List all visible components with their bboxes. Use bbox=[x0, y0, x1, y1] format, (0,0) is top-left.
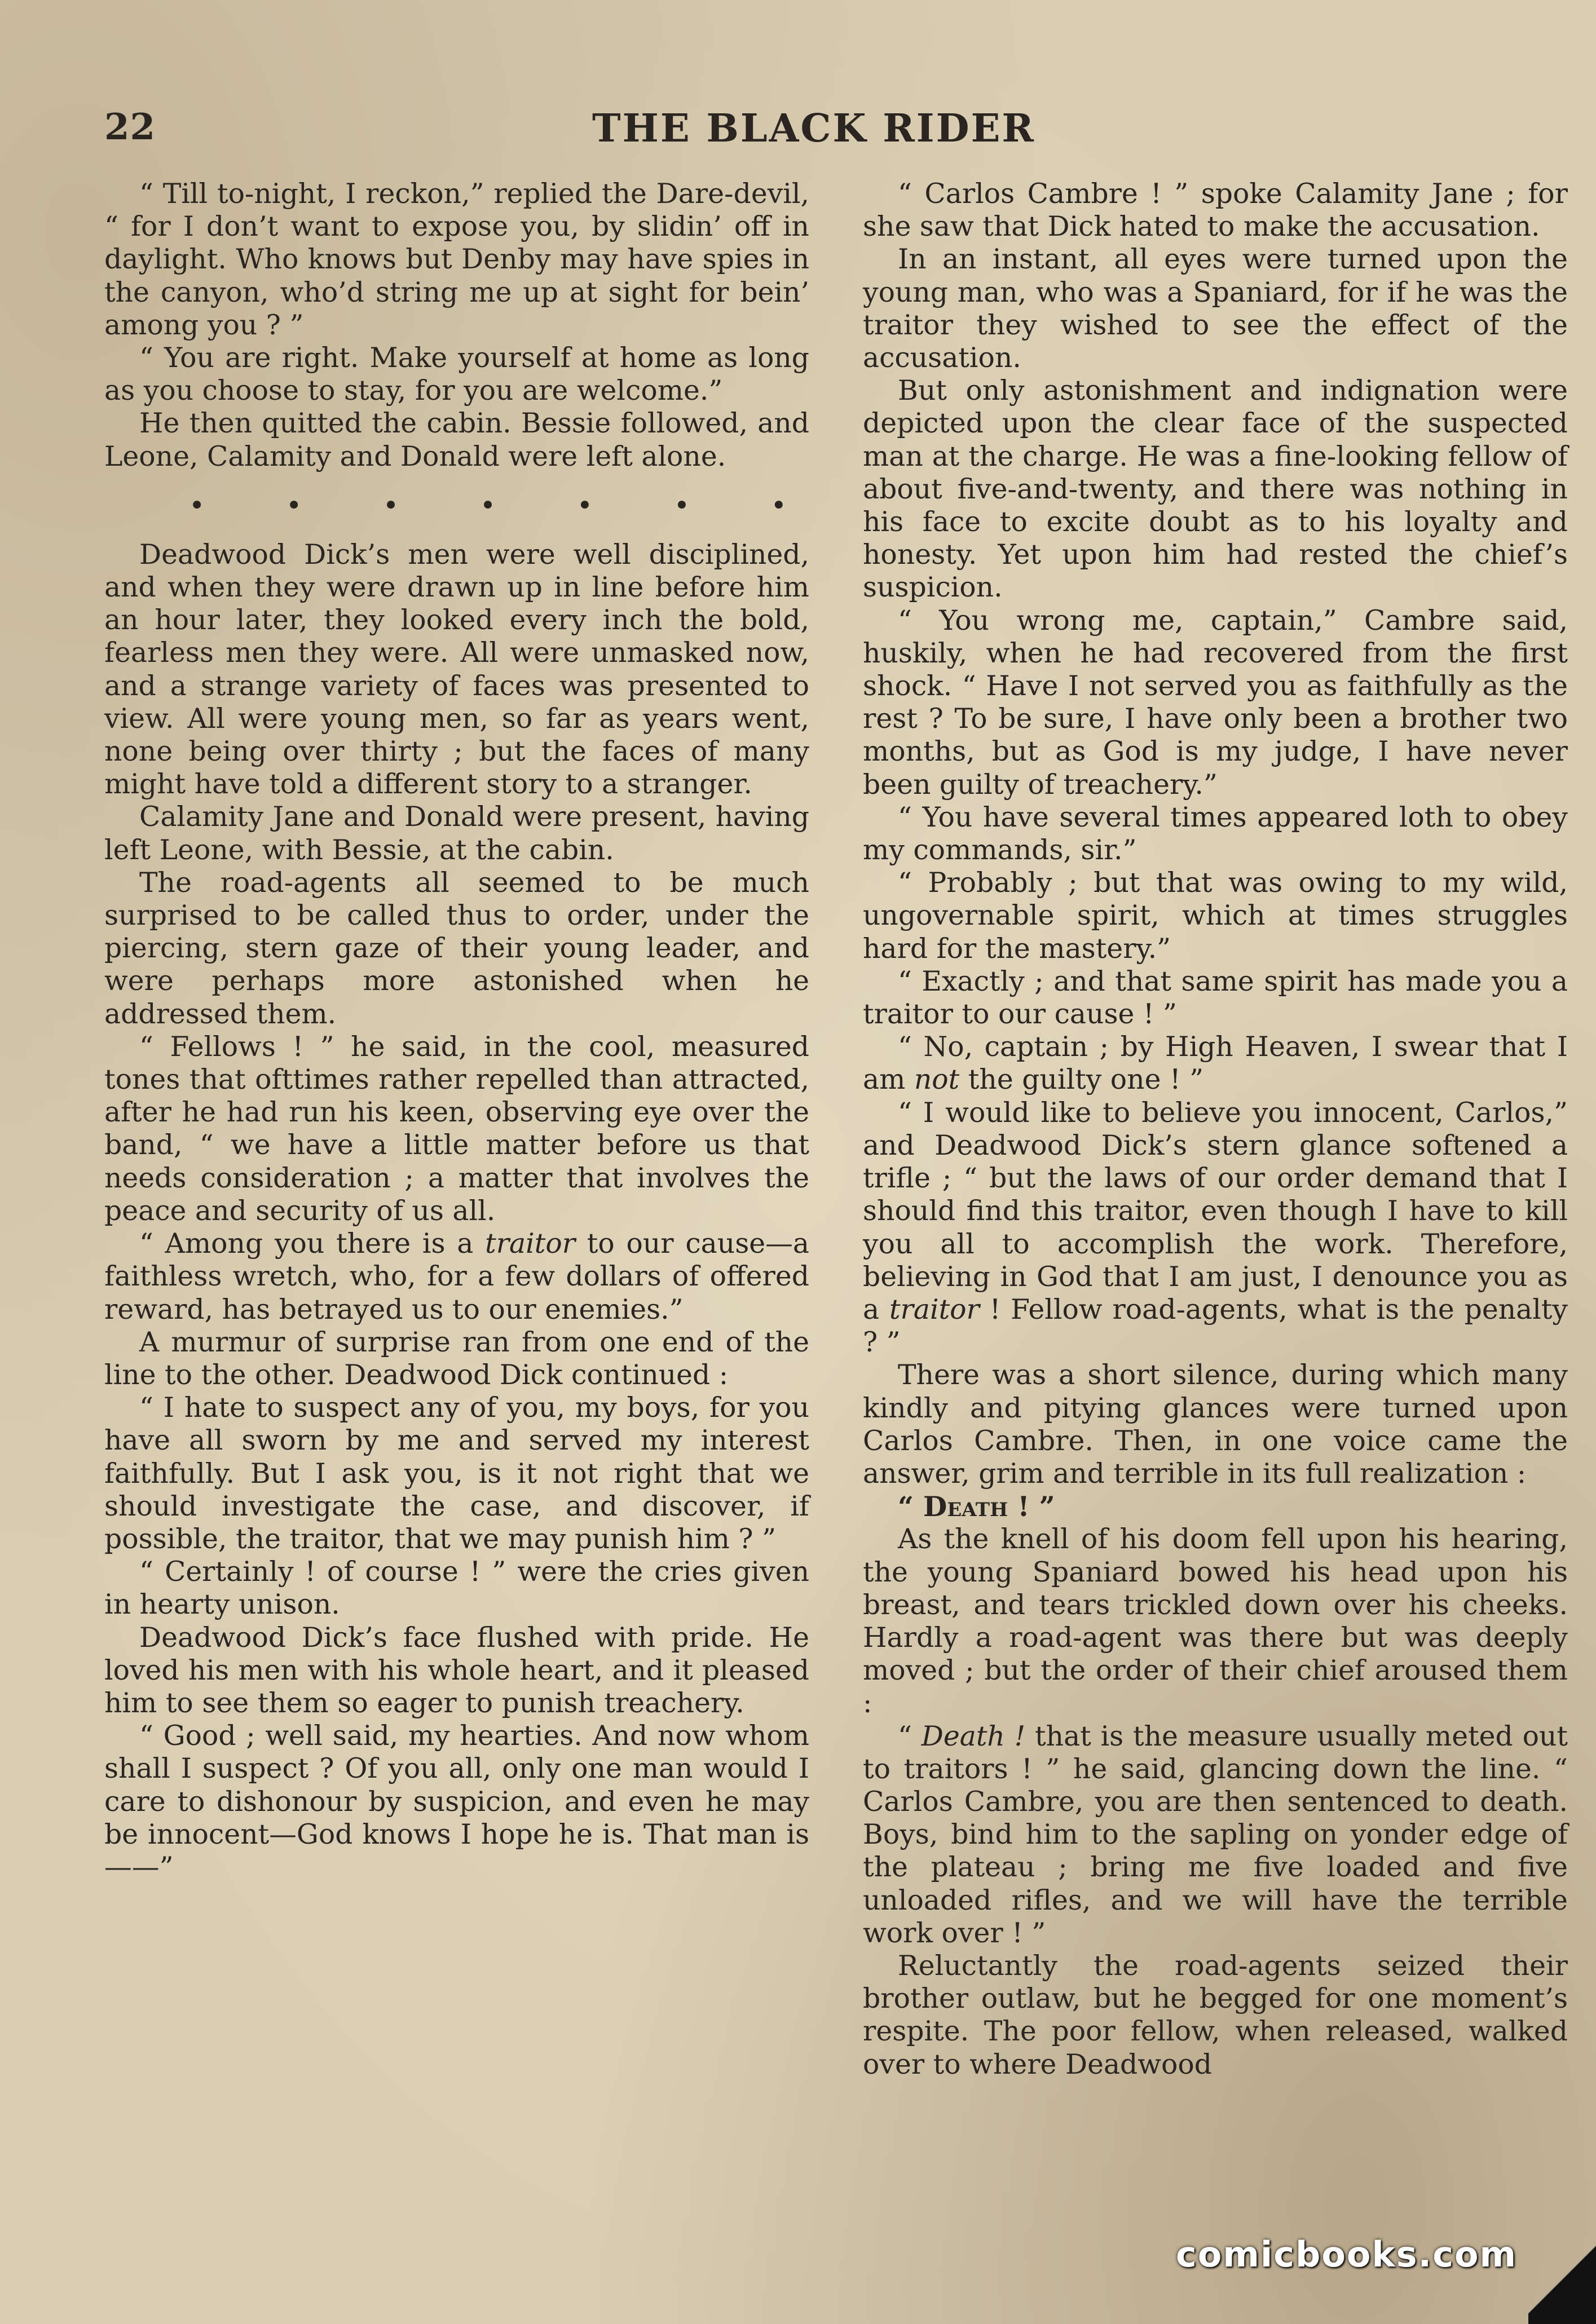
section-break-dot: • bbox=[673, 489, 690, 522]
paragraph: “ Exactly ; and that same spirit has made you a traitor to our cause ! ” bbox=[863, 965, 1568, 1031]
paragraph bbox=[863, 1720, 1568, 1950]
italic-word: traitor bbox=[889, 1293, 980, 1326]
italic-word: not bbox=[914, 1063, 960, 1096]
paragraph: “ Good ; well said, my hearties. And now whom shall I suspect ? Of you all, only one man would I care to dishonour by suspicion, and even he may be innocent—God knows I hope he is. That man is——” bbox=[104, 1720, 809, 1883]
paragraph bbox=[863, 1097, 1568, 1359]
paragraph: “ Death ! ” bbox=[898, 1490, 1055, 1523]
paragraph: “ Till to-night, I reckon,” replied the Dare-devil, “ for I don’t want to expose you, by slidin’ off in daylight. Who knows but Denby may have spies in the canyon, who’d string me up at sight for bein’ among you ? ” bbox=[104, 178, 809, 341]
text-run: ! Fellow road-agents, what is the penalty ? ” bbox=[863, 1293, 1568, 1359]
text-run: to our cause—a faithless wretch, who, for a few dollars of offered reward, has betrayed us to our enemies.” bbox=[104, 1227, 809, 1326]
italic-word: traitor bbox=[485, 1227, 576, 1260]
section-break-dot: • bbox=[382, 489, 399, 522]
paragraph: In an instant, all eyes were turned upon the young man, who was a Spaniard, for if he was the traitor they wished to see the effect of the accusation. bbox=[863, 243, 1568, 374]
paragraph: “ Certainly ! of course ! ” were the cries given in hearty unison. bbox=[104, 1556, 809, 1621]
paragraph: As the knell of his doom fell upon his hearing, the young Spaniard bowed his head upon his breast, and tears trickled down over his cheeks. Hardly a road-agent was there but was deeply moved ; but the order of their chief aroused them : bbox=[863, 1523, 1568, 1720]
text-run: “ I would like to believe you innocent, Carlos,” and Deadwood Dick’s stern glance softened a trifle ; “ but the laws of our order demand that I should find this traitor, even though I have to kill you all to accomplish the work. Therefore, believing in God that I am just, I denounce you as a bbox=[863, 1096, 1568, 1326]
text-run: “ No, captain ; by High Heaven, I swear that I am bbox=[863, 1031, 1568, 1096]
section-break-dot: • bbox=[576, 489, 593, 522]
italic-word: Death ! bbox=[921, 1720, 1026, 1752]
paragraph: Calamity Jane and Donald were present, having left Leone, with Bessie, at the cabin. bbox=[104, 801, 809, 866]
paragraph: Reluctantly the road-agents seized their brother outlaw, but he begged for one moment’s respite. The poor fellow, when released, walked over to where Deadwood bbox=[863, 1949, 1568, 2080]
paragraph: There was a short silence, during which many kindly and pitying glances were turned upon Carlos Cambre. Then, in one voice came the answer, grim and terrible in its full realization : bbox=[863, 1359, 1568, 1490]
paragraph: “ I hate to suspect any of you, my boys, for you have all sworn by me and served my interest faithfully. But I ask you, is it not right that we should investigate the case, and discover, if possible, the traitor, that we may punish him ? ” bbox=[104, 1391, 809, 1555]
paragraph bbox=[104, 1227, 809, 1326]
section-break-dot: • bbox=[285, 489, 302, 522]
section-break bbox=[104, 473, 809, 538]
section-break-dot: • bbox=[770, 489, 787, 522]
paragraph: But only astonishment and indignation were depicted upon the clear face of the suspected man at the charge. He was a fine-looking fellow of about five-and-twenty, and there was nothing in his face to excite doubt as to his loyalty and honesty. Yet upon him had rested the chief’s suspicion. bbox=[863, 374, 1568, 604]
paragraph: “ You have several times appeared loth to obey my commands, sir.” bbox=[863, 801, 1568, 867]
text-run: the guilty one ! ” bbox=[959, 1063, 1204, 1096]
paragraph: “ Carlos Cambre ! ” spoke Calamity Jane ; for she saw that Dick hated to make the accusation. bbox=[863, 178, 1568, 243]
paragraph: The road-agents all seemed to be much surprised to be called thus to order, under the piercing, stern gaze of their young leader, and were perhaps more astonished when he addressed them. bbox=[104, 866, 809, 1030]
section-break-dot: • bbox=[479, 489, 496, 522]
page-number: 22 bbox=[104, 106, 156, 148]
paragraph: “ Probably ; but that was owing to my wild, ungovernable spirit, which at times struggles hard for the mastery.” bbox=[863, 867, 1568, 965]
paragraph bbox=[863, 1031, 1568, 1096]
text-run: “ Among you there is a bbox=[139, 1227, 486, 1260]
paragraph: He then quitted the cabin. Bessie followed, and Leone, Calamity and Donald were left alone. bbox=[104, 407, 809, 472]
paragraph: Deadwood Dick’s face flushed with pride. He loved his men with his whole heart, and it pleased him to see them so eager to punish treachery. bbox=[104, 1621, 809, 1719]
running-head: THE BLACK RIDER bbox=[592, 106, 1035, 151]
paragraph: Deadwood Dick’s men were well disciplined, and when they were drawn up in line before him an hour later, they looked every inch the bold, fearless men they were. All were unmasked now, and a strange variety of faces was presented to view. All were young men, so far as years went, none being over thirty ; but the faces of many might have told a different story to a stranger. bbox=[104, 538, 809, 801]
right-column bbox=[863, 178, 1568, 2081]
paragraph: A murmur of surprise ran from one end of the line to the other. Deadwood Dick continued : bbox=[104, 1326, 809, 1391]
paragraph: “ You are right. Make yourself at home as long as you choose to stay, for you are welcome.” bbox=[104, 342, 809, 407]
text-run: “ bbox=[898, 1720, 922, 1752]
paragraph: “ Fellows ! ” he said, in the cool, measured tones that ofttimes rather repelled than attracted, after he had run his keen, observing eye over the band, “ we have a little matter before us that needs consideration ; a matter that involves the peace and security of us all. bbox=[104, 1030, 809, 1227]
paragraph: “ You wrong me, captain,” Cambre said, huskily, when he had recovered from the first shock. “ Have I not served you as faithfully as the rest ? To be sure, I have only been a brother two months, but as God is my judge, I have never been guilty of treachery.” bbox=[863, 604, 1568, 801]
left-column bbox=[104, 178, 809, 1884]
torn-corner bbox=[1528, 2234, 1596, 2324]
watermark: comicbooks.com bbox=[1176, 2234, 1518, 2275]
text-run: that is the measure usually meted out to traitors ! ” he said, glancing down the line. “ Carlos Cambre, you are then sentenced to death. Boys, bind him to the sapling on yonder edge of the plateau ; bring me five loaded and five unloaded rifles, and we will have the terrible work over ! ” bbox=[863, 1720, 1568, 1949]
section-break-dot: • bbox=[189, 489, 205, 522]
